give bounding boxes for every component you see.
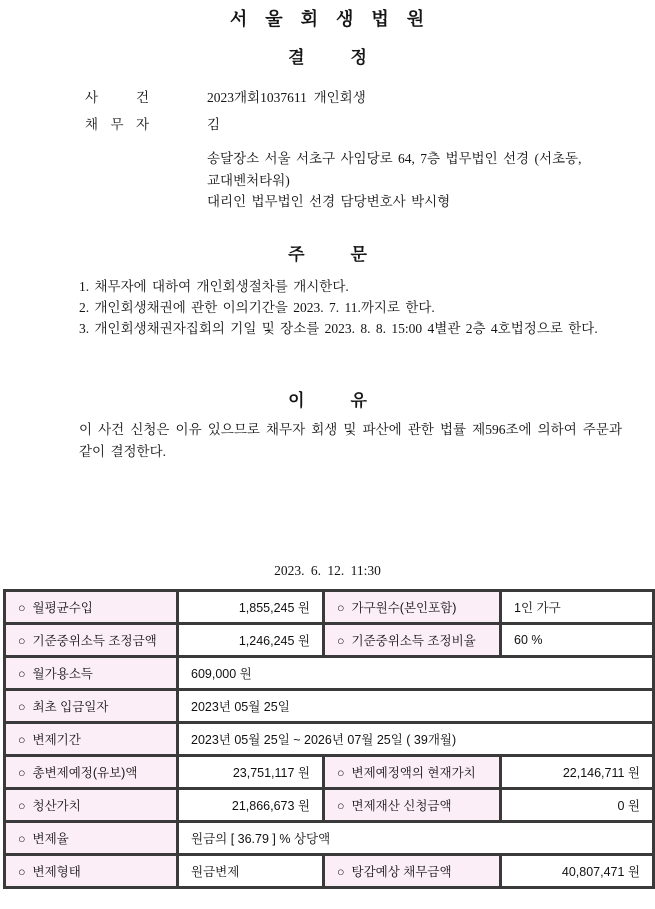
table-cell-label: ○ 변제예정액의 현재가치 [324, 756, 501, 789]
table-cell-label: ○ 변제율 [5, 822, 178, 855]
table-row [5, 822, 654, 855]
table-row [5, 756, 654, 789]
table-cell-label: ○ 기준중위소득 조정비율 [324, 624, 501, 657]
table-cell-label: ○ 변제형태 [5, 855, 178, 888]
table-cell-value: 1,855,245 원 [178, 591, 324, 624]
order-heading-char-left: 주 [288, 245, 305, 264]
table-cell-value: 21,866,673 원 [178, 789, 324, 822]
table-cell-label: ○ 변제기간 [5, 723, 178, 756]
doc-type-heading [0, 43, 655, 68]
debtor-label-char: 자 [135, 117, 149, 132]
table-cell-value: 60 % [501, 624, 654, 657]
table-row [5, 855, 654, 888]
debtor-label-char: 채 [85, 117, 99, 132]
reason-text: 이 사건 신청은 이유 있으므로 채무자 회생 및 파산에 관한 법률 제596조에 의하여 주문과 같이 결정한다. [79, 422, 622, 459]
order-item-3: 3. 개인회생채권자집회의 기일 및 장소를 2023. 8. 8. 15:00 4별관 2층 4호법정으로 한다. [79, 321, 598, 336]
table-cell-label: ○ 월가용소득 [5, 657, 178, 690]
service-address-block [207, 148, 627, 213]
reason-heading-char-right: 유 [350, 391, 367, 410]
table-cell-label: ○ 탕감예상 채무금액 [324, 855, 501, 888]
representative-line: 대리인 법무법인 선경 담당변호사 박시형 [207, 194, 451, 209]
order-item-2: 2. 개인회생채권에 관한 이의기간을 2023. 7. 11.까지로 한다. [79, 300, 435, 315]
table-cell-label: ○ 최초 입금일자 [5, 690, 178, 723]
order-items [79, 276, 622, 339]
table-cell-label: ○ 면제재산 신청금액 [324, 789, 501, 822]
case-label-char: 건 [135, 90, 149, 105]
table-cell-value: 0 원 [501, 789, 654, 822]
table-row [5, 690, 654, 723]
service-address-line1: 송달장소 서울 서초구 사임당로 64, 7층 법무법인 선경 (서초동, [207, 151, 582, 166]
table-cell-value: 22,146,711 원 [501, 756, 654, 789]
reason-heading [0, 386, 655, 411]
case-number-label [85, 86, 149, 106]
table-cell-value: 2023년 05월 25일 ~ 2026년 07월 25일 ( 39개월) [178, 723, 654, 756]
table-row [5, 624, 654, 657]
table-cell-value: 40,807,471 원 [501, 855, 654, 888]
doc-type-char-left: 결 [288, 48, 305, 67]
order-item-1: 1. 채무자에 대하여 개인회생절차를 개시한다. [79, 279, 349, 294]
decision-datetime: 2023. 6. 12. 11:30 [274, 563, 381, 578]
table-cell-label: ○ 기준중위소득 조정금액 [5, 624, 178, 657]
table-cell-value: 2023년 05월 25일 [178, 690, 654, 723]
reason-heading-char-left: 이 [288, 391, 305, 410]
court-title: 서 울 회 생 법 원 [229, 9, 426, 29]
table-row [5, 723, 654, 756]
table-cell-value: 원금변제 [178, 855, 324, 888]
case-label-char: 사 [85, 90, 99, 105]
table-cell-label: ○ 총변제예정(유보)액 [5, 756, 178, 789]
repayment-summary-table [3, 589, 655, 889]
debtor-name: 김 [207, 117, 221, 132]
table-cell-value: 1인 가구 [501, 591, 654, 624]
table-row [5, 657, 654, 690]
table-cell-value: 1,246,245 원 [178, 624, 324, 657]
order-heading [0, 240, 655, 265]
debtor-label [85, 113, 149, 133]
order-heading-char-right: 문 [350, 245, 367, 264]
table-cell-value: 원금의 [ 36.79 ] % 상당액 [178, 822, 654, 855]
table-cell-label: ○ 월평균수입 [5, 591, 178, 624]
table-cell-label: ○ 가구원수(본인포함) [324, 591, 501, 624]
table-cell-value: 23,751,117 원 [178, 756, 324, 789]
case-number-value: 2023개회1037611 개인회생 [207, 90, 366, 105]
table-row [5, 591, 654, 624]
service-address-line2: 교대벤처타워) [207, 172, 290, 188]
table-row [5, 789, 654, 822]
table-cell-value: 609,000 원 [178, 657, 654, 690]
doc-type-char-right: 정 [350, 48, 367, 67]
table-cell-label: ○ 청산가치 [5, 789, 178, 822]
debtor-label-char: 무 [110, 117, 124, 132]
